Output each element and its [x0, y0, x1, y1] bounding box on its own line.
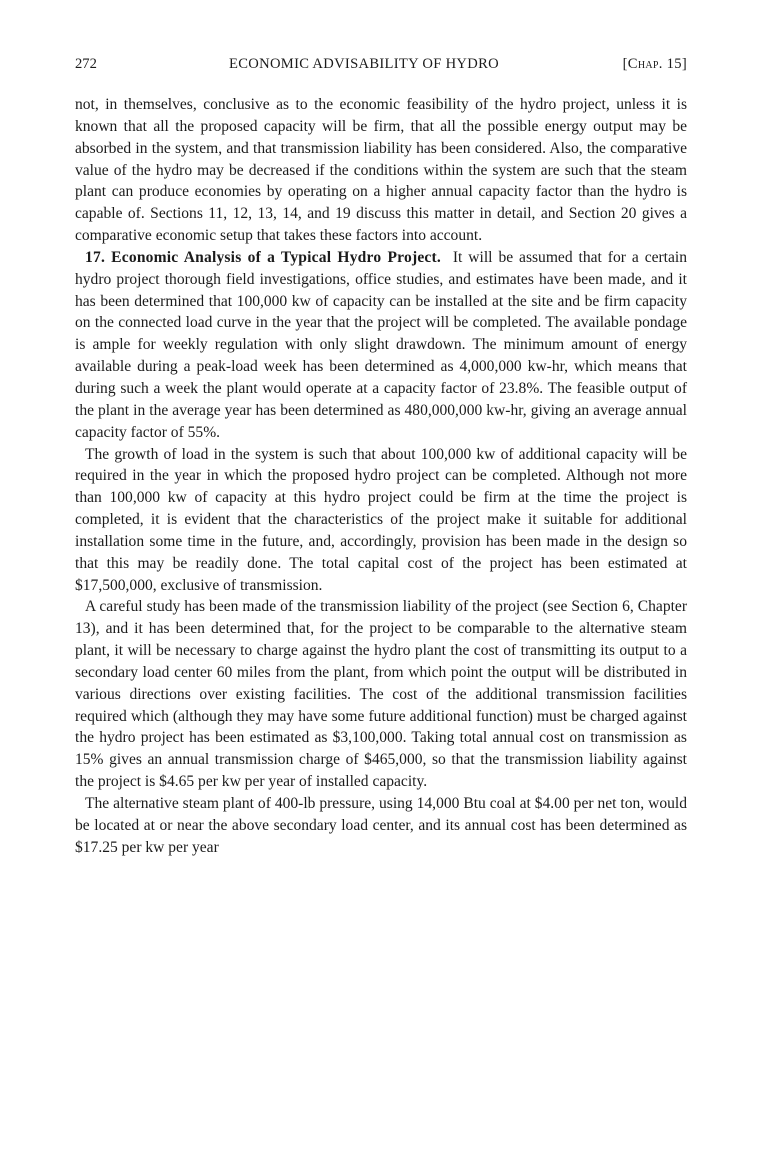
paragraph-continuation: not, in themselves, conclusive as to the economic feasibility of the hydro project, unless it is known that all the proposed capacity will be firm, that all the possible energy output may be absorbed in the system, and that transmission liability has been considered. Also, the comparative value of the hydro may be decreased if the conditions within the system are such that the steam plant can produce economies by operating on a higher annual capacity factor than the hydro is capable of. Sections 11, 12, 13, 14, and 19 discuss this matter in detail, and Section 20 gives a comparative economic setup that takes these factors into account.: [75, 96, 687, 245]
paragraph-load-growth: The growth of load in the system is such that about 100,000 kw of additional capacity will be required in the year in which the proposed hydro project can be completed. Although not more than 100,000 kw of capacity at this hydro project could be firm at the time the project is completed, it is evident that the characteristics of the project make it suitable for additional installation some time in the future, and, accordingly, provision has been made in the design so that this may be readily done. The total capital cost of the project has been estimated at $17,500,000, exclusive of transmission.: [75, 445, 687, 594]
page-number: 272: [75, 56, 97, 72]
chapter-reference: [Chap. 15]: [622, 56, 687, 72]
section-heading: 17. Economic Analysis of a Typical Hydro Project.: [85, 248, 441, 266]
paragraph-section-17: [75, 247, 687, 444]
running-head: [75, 56, 687, 78]
running-title: ECONOMIC ADVISABILITY OF HYDRO: [229, 56, 499, 72]
section-17-text: It will be assumed that for a certain hydro project thorough field investigations, office studies, and estimates have been made, and it has been determined that 100,000 kw of capacity can be installed at the site and be firm capacity on the connected load curve in the year that the project will be completed. The available pondage is ample for weekly regulation with only slight drawdown. The minimum amount of energy available during a peak-load week has been determined as 4,000,000 kw-hr, which means that during such a week the plant would operate at a capacity factor of 23.8%. The feasible output of the plant in the average year has been determined as 480,000,000 kw-hr, giving an average annual capacity factor of 55%.: [75, 248, 687, 441]
paragraph-steam-plant: The alternative steam plant of 400-lb pressure, using 14,000 Btu coal at $4.00 per net ton, would be located at or near the above secondary load center, and its annual cost has been determined as $17.25 per kw per year: [75, 795, 687, 856]
book-page: [75, 56, 687, 859]
paragraph-transmission-liability: A careful study has been made of the transmission liability of the project (see Section 6, Chapter 13), and it has been determined that, for the project to be comparable to the alternative steam plant, it will be necessary to charge against the hydro plant the cost of transmitting its output to a secondary load center 60 miles from the plant, from which point the output will be distributed in various directions over existing facilities. The cost of the additional transmission facilities required which (although they may have some future additional function) must be charged against the hydro project has been estimated as $3,100,000. Taking total annual cost on transmission as 15% gives an annual transmission charge of $465,000, so that the transmission liability against the project is $4.65 per kw per year of installed capacity.: [75, 598, 687, 791]
body-text: [75, 94, 687, 859]
